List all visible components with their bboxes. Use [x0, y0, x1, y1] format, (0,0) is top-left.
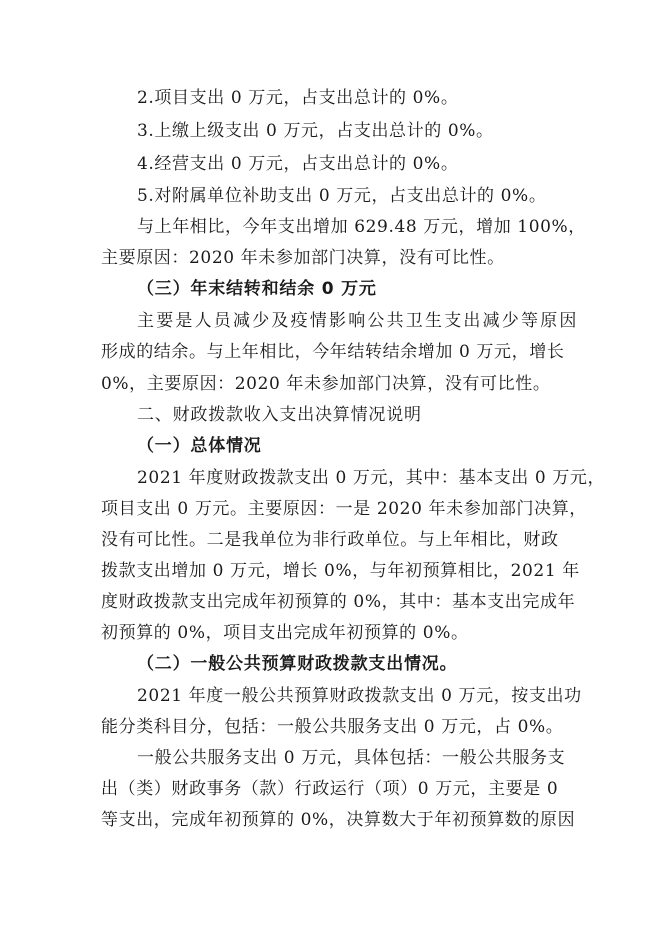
paragraph-line: 2.项目支出 0 万元，占支出总计的 0%。	[137, 88, 459, 108]
paragraph-line: 主要是人员减少及疫情影响公共卫生支出减少等原因	[137, 311, 579, 331]
section-heading: （二）一般公共预算财政拨款支出情况。	[137, 654, 458, 674]
paragraph-line: 2021 年度财政拨款支出 0 万元，其中：基本支出 0 万元，	[137, 468, 606, 488]
paragraph-line: 拨款支出增加 0 万元，增长 0%，与年初预算相比，2021 年	[101, 561, 580, 581]
paragraph-line: 2021 年度一般公共预算财政拨款支出 0 万元，按支出功	[137, 686, 582, 706]
paragraph-line: 3.上缴上级支出 0 万元，占支出总计的 0%。	[137, 121, 494, 141]
paragraph-line: 一般公共服务支出 0 万元，具体包括：一般公共服务支	[137, 748, 566, 768]
paragraph-line: 初预算的 0%，项目支出完成年初预算的 0%。	[101, 623, 469, 643]
paragraph-line: 没有可比性。二是我单位为非行政单位。与上年相比，财政	[101, 530, 559, 550]
paragraph-line: 出（类）财政事务（款）行政运行（项）0 万元，主要是 0	[101, 779, 559, 799]
paragraph-line: 能分类科目分，包括：一般公共服务支出 0 万元，占 0%。	[101, 717, 564, 737]
section-heading: （三）年末结转和结余 0 万元	[137, 279, 377, 299]
paragraph-line: 主要原因：2020 年未参加部门决算，没有可比性。	[101, 248, 505, 268]
paragraph-line: 0%，主要原因：2020 年未参加部门决算，没有可比性。	[101, 374, 551, 394]
paragraph-line: 与上年相比，今年支出增加 629.48 万元，增加 100%，	[137, 217, 586, 237]
paragraph-line: 5.对附属单位补助支出 0 万元，占支出总计的 0%。	[137, 186, 547, 206]
paragraph-line: 等支出，完成年初预算的 0%，决算数大于年初预算数的原因	[101, 810, 576, 830]
paragraph-line: 形成的结余。与上年相比，今年结转结余增加 0 万元，增长	[101, 342, 565, 362]
paragraph-line: 4.经营支出 0 万元，占支出总计的 0%。	[137, 154, 459, 174]
paragraph-line: 项目支出 0 万元。主要原因：一是 2020 年未参加部门决算，	[101, 499, 587, 519]
section-heading: （一）总体情况	[137, 436, 262, 456]
paragraph-line: 度财政拨款支出完成年初预算的 0%，其中：基本支出完成年	[101, 592, 576, 612]
chapter-heading: 二、财政拨款收入支出决算情况说明	[137, 405, 422, 425]
